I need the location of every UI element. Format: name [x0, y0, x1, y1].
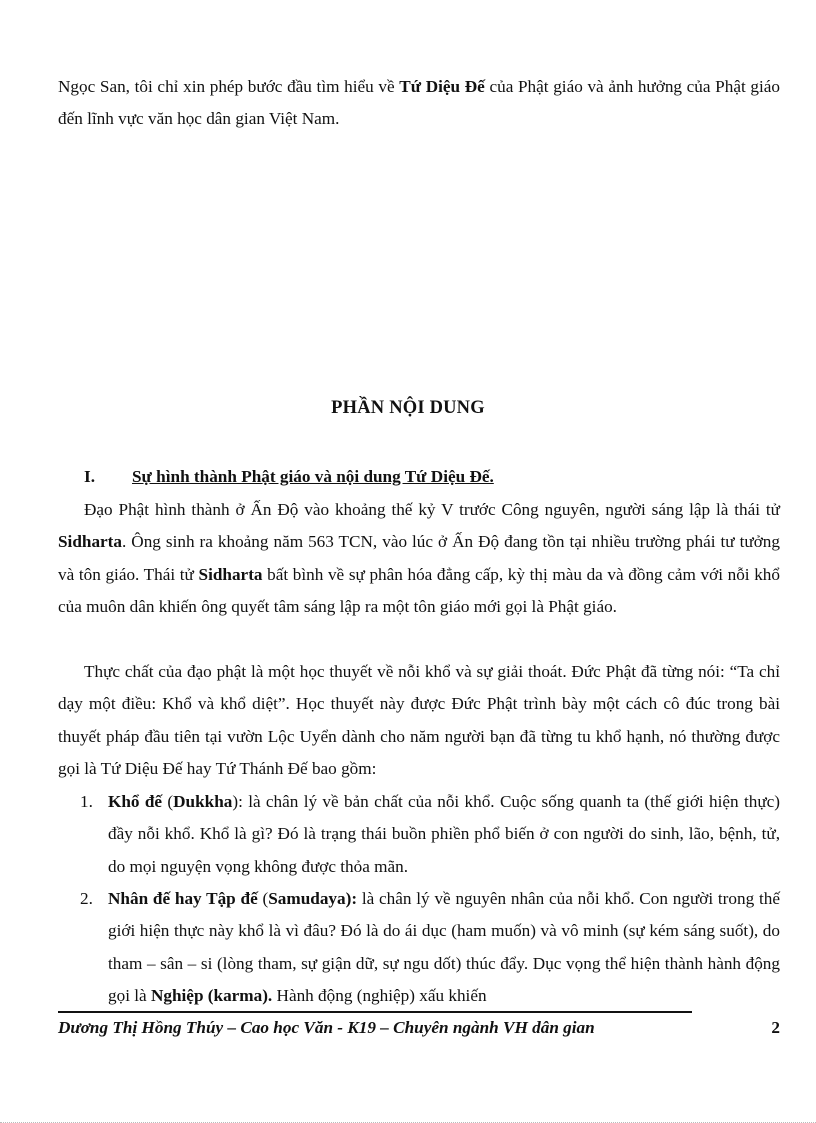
paragraph-origin [58, 494, 780, 623]
page-footer [58, 1018, 780, 1042]
section-number: I. [84, 467, 95, 486]
list-bold-term-2: Samudaya): [268, 889, 358, 908]
list-item [80, 786, 780, 883]
intro-paragraph [58, 71, 780, 136]
paragraph-essence [58, 656, 780, 785]
list-item [80, 883, 780, 1012]
para2-text: Thực chất của đạo phật là một học thuyết về nỗi khổ và sự giải thoát. Đức Phật đã từng nói: “Ta chỉ dạy một điều: Khổ và khổ diệt”. Học thuyết này được Đức Phật trình bày một cách cô đúc trong bài thuyết pháp đầu tiên tại vườn Lộc Uyển dành cho năm người bạn đã từng tu khổ hạnh, nó thường được gọi là Tứ Diệu Đế hay Tứ Thánh Đế bao gồm: [58, 662, 780, 778]
intro-bold-term: Tứ Diệu Đế [399, 77, 485, 96]
page-number: 2 [771, 1018, 780, 1037]
footer-divider [58, 1011, 692, 1013]
intro-text: Ngọc San, tôi chỉ xin phép bước đầu tìm hiểu về [58, 77, 400, 96]
list-number: 2. [80, 889, 93, 908]
para1-text-end: bất bình về sự phân hóa đẳng cấp, kỳ thị màu da và đồng cảm với nỗi khổ của muôn dân khiến ông quyết tâm sáng lập ra một tôn giáo mới gọi là Phật giáo. [58, 564, 780, 616]
list-text: ): là chân lý về bản chất của nỗi khổ. Cuộc sống quanh ta (thế giới hiện thực) đầy nỗi khổ. Khổ là gì? Đó là trạng thái buồn phiền phổ biến ở con người do sinh, lão, bệnh, tử, do mọi nguyện vọng không được thỏa mãn. [108, 792, 780, 876]
section-heading [84, 466, 494, 488]
footer-author-text: Dương Thị Hồng Thúy – Cao học Văn - K19 – Chuyên ngành VH dân gian [58, 1018, 595, 1037]
list-text: là chân lý về nguyên nhân của nỗi khổ. Con người trong thế giới hiện thực này khổ là vì đâu? Đó là do ái dục (ham muốn) và vô minh (sự kém sáng suốt), do tham – sân – si (lòng tham, sự giận dữ, sự ngu dốt) thúc đẩy. Dục vọng thể hiện thành hành động gọi là [108, 889, 780, 1005]
list-bold-term: Nhân đế hay Tập đế [108, 889, 258, 908]
para1-bold-name-2: Sidharta [198, 564, 263, 584]
part-heading: PHẦN NỘI DUNG [331, 398, 485, 418]
para1-text: Đạo Phật hình thành ở Ấn Độ vào khoảng thế kỷ V trước Công nguyên, người sáng lập là thái tử [84, 500, 780, 519]
para1-text-cont: . Ông sinh ra khoảng năm 563 TCN, vào lúc ở Ấn Độ đang tồn tại nhiều trường phái tư tưởng và tôn giáo. Thái tử [58, 532, 780, 584]
list-bold-term: Khổ đế [108, 792, 163, 811]
para1-bold-name: Sidharta [58, 532, 122, 552]
list-text-part: ( [162, 792, 174, 811]
intro-text-cont: của Phật giáo và ảnh hưởng của Phật giáo đến lĩnh vực văn học dân gian Việt Nam. [58, 77, 780, 129]
list-text-part: ( [257, 889, 269, 908]
list-bold-term-3: Nghiệp (karma). [150, 985, 273, 1005]
section-title: Sự hình thành Phật giáo và nội dung Tứ Diệu Đế. [132, 467, 494, 486]
list-bold-term-2: Dukkha [173, 792, 233, 811]
list-text-end: Hành động (nghiệp) xấu khiến [272, 985, 487, 1005]
list-number: 1. [80, 792, 93, 811]
